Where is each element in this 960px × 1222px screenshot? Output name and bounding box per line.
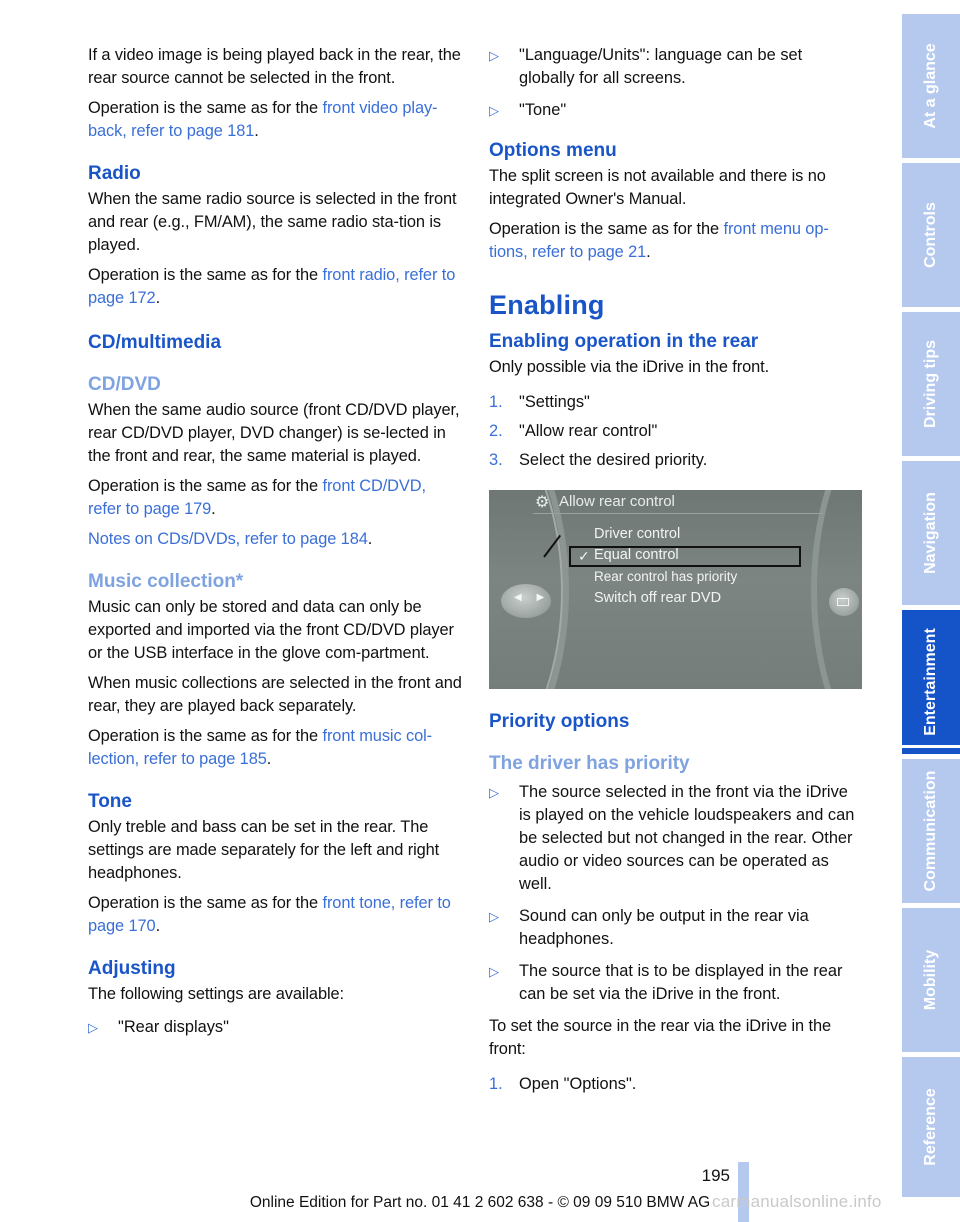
tab-entertainment[interactable]: Entertainment (902, 610, 960, 754)
heading-driver-priority: The driver has priority (489, 753, 690, 774)
paragraph: The split screen is not available and there is no integrated Owner's Manual. (489, 167, 826, 208)
triangle-bullet-icon: ▷ (489, 909, 499, 924)
controller-knob-left (501, 584, 551, 618)
heading-cd-multimedia: CD/multimedia (88, 332, 222, 353)
step-item: 1. Open "Options". (489, 1075, 637, 1093)
paragraph: Only possible via the iDrive in the front. (489, 358, 770, 376)
tab-mobility[interactable]: Mobility (902, 908, 960, 1052)
screen-title: Allow rear control (559, 493, 675, 510)
triangle-bullet-icon: ▷ (489, 785, 499, 800)
list-item: ▷ The source selected in the front via the iDrive is played on the vehicle loudspeakers and can be selected but not changed in the rear. Other audio or video sources can be operated as well. (489, 783, 855, 893)
heading-adjusting: Adjusting (88, 958, 176, 979)
link-front-tone[interactable]: front tone, refer to page 170 (88, 894, 451, 935)
triangle-bullet-icon: ▷ (489, 103, 499, 118)
selection-highlight-box (569, 546, 801, 567)
triangle-bullet-icon: ▷ (489, 964, 499, 979)
paragraph: When the same radio source is selected in the front and rear (e.g., FM/AM), the same radio sta-tion is played. (88, 190, 457, 254)
paragraph: If a video image is being played back in the rear, the rear source cannot be selected in the front. (88, 46, 461, 87)
link-front-video-playback[interactable]: front video play-back, refer to page 181 (88, 99, 438, 140)
screen-option-equal-control: Equal control (594, 547, 679, 563)
controller-knob-right (829, 588, 859, 616)
heading-priority-options: Priority options (489, 711, 630, 732)
heading-enabling-rear: Enabling operation in the rear (489, 331, 759, 352)
paragraph: Operation is the same as for the front music col-lection, refer to page 185. (88, 727, 433, 768)
adjust-list-continued (489, 44, 862, 122)
list-item: ▷ "Rear displays" (88, 1016, 462, 1039)
link-front-cd-dvd[interactable]: front CD/DVD, refer to page 179 (88, 477, 426, 518)
heading-radio: Radio (88, 163, 141, 184)
page-number: 195 (701, 1166, 730, 1185)
gear-icon: ⚙ (535, 494, 550, 511)
paragraph: Operation is the same as for the front radio, refer to page 172. (88, 266, 456, 307)
check-icon: ✓ (578, 548, 590, 564)
link-notes-cds-dvds[interactable]: Notes on CDs/DVDs, refer to page 184 (88, 530, 368, 548)
active-tab-indicator (902, 745, 960, 748)
heading-tone: Tone (88, 791, 132, 812)
screen-option-rear-priority: Rear control has priority (594, 569, 738, 584)
list-item: ▷ "Tone" (489, 99, 862, 122)
left-column (88, 44, 462, 1048)
tab-controls[interactable]: Controls (902, 163, 960, 307)
step-item: 2. "Allow rear control" (489, 422, 658, 440)
tab-at-a-glance[interactable]: At a glance (902, 14, 960, 158)
adjust-list (88, 1016, 462, 1039)
tab-driving-tips[interactable]: Driving tips (902, 312, 960, 456)
link-front-music-collection[interactable]: front music col-lection, refer to page 185 (88, 727, 433, 768)
paragraph: Only treble and bass can be set in the rear. The settings are made separately for the left and right headphones. (88, 818, 440, 882)
paragraph: When music collections are selected in the front and rear, they are played back separately. (88, 674, 462, 715)
list-item: ▷ The source that is to be displayed in the rear can be set via the iDrive in the front. (489, 962, 843, 1003)
link-front-menu-options[interactable]: front menu op-tions, refer to page 21 (489, 220, 829, 261)
paragraph: Operation is the same as for the front tone, refer to page 170. (88, 894, 451, 935)
step-item: 1. "Settings" (489, 393, 590, 411)
heading-options-menu: Options menu (489, 140, 617, 161)
paragraph: The following settings are available: (88, 985, 344, 1003)
screen-option-driver-control: Driver control (594, 526, 681, 542)
tab-reference[interactable]: Reference (902, 1057, 960, 1197)
paragraph: To set the source in the rear via the iDrive in the front: (489, 1017, 832, 1058)
triangle-bullet-icon: ▷ (88, 1020, 98, 1035)
heading-music-collection: Music collection* (88, 571, 244, 592)
left-right-arrows-icon: ◀ ▶ (514, 592, 551, 603)
tab-navigation[interactable]: Navigation (902, 461, 960, 605)
paragraph: Operation is the same as for the front video play-back, refer to page 181. (88, 99, 438, 140)
link-front-radio[interactable]: front radio, refer to page 172 (88, 266, 456, 307)
step-item: 3. Select the desired priority. (489, 451, 708, 469)
heading-enabling: Enabling (489, 290, 605, 320)
watermark: carmanualsonline.info (712, 1192, 882, 1211)
triangle-bullet-icon: ▷ (489, 48, 499, 63)
heading-cd-dvd: CD/DVD (88, 374, 161, 395)
final-steps (489, 1073, 862, 1096)
paragraph: When the same audio source (front CD/DVD player, rear CD/DVD player, DVD changer) is se-lected in the front and rear, the same material is played. (88, 401, 460, 465)
idrive-screen-image (489, 490, 862, 689)
driver-priority-list (489, 781, 862, 1006)
paragraph: Operation is the same as for the front menu op-tions, refer to page 21. (489, 220, 829, 261)
paragraph: Notes on CDs/DVDs, refer to page 184. (88, 530, 373, 548)
screen-option-switch-off-dvd: Switch off rear DVD (594, 590, 722, 606)
chapter-tabs (902, 14, 960, 1197)
paragraph: Operation is the same as for the front CD/DVD, refer to page 179. (88, 477, 426, 518)
paragraph: Music can only be stored and data can only be exported and imported via the front CD/DVD player or the USB interface in the glove com-partment. (88, 598, 454, 662)
list-item: ▷ "Language/Units": language can be set globally for all screens. (489, 46, 803, 87)
right-column (489, 44, 862, 1105)
footer-text: Online Edition for Part no. 01 41 2 602 638 - © 09 09 510 BMW AG (249, 1194, 711, 1211)
enabling-steps (489, 391, 862, 472)
menu-icon (837, 598, 849, 606)
list-item: ▷ Sound can only be output in the rear via headphones. (489, 907, 809, 948)
tab-communication[interactable]: Communication (902, 759, 960, 903)
